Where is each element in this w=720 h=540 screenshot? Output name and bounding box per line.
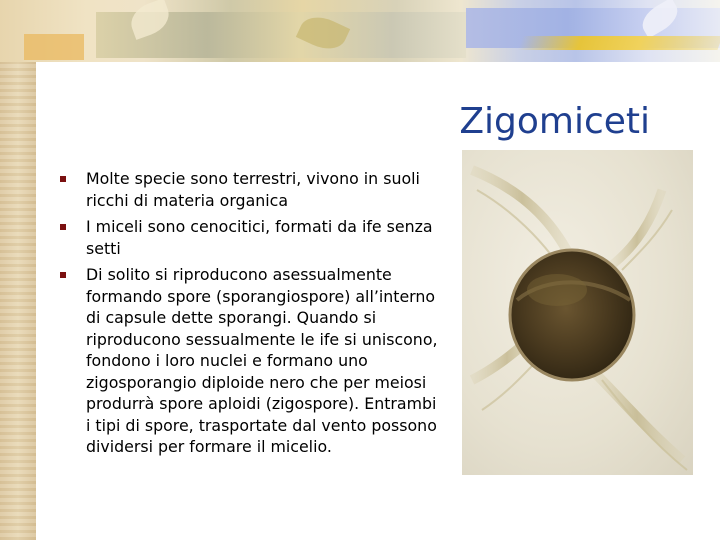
bullet-text: Molte specie sono terrestri, vivono in suoli ricchi di materia organica [86, 169, 420, 210]
slide-title: Zigomiceti [459, 101, 650, 142]
decorative-banner [0, 0, 720, 62]
bullet-text: Di solito si riproducono asessualmente formando spore (sporangiospore) all’interno di capsule dette sporangi. Quando si riproducono sessualmente le ife si uniscono, fondono i loro nuclei e formano uno zigosporangio diploide nero che per meiosi produrrà spore aploidi (zigospore). Entrambi i tipi di spore, trasportate dal vento possono dividersi per formare il micelio. [86, 265, 438, 456]
zygosporangium-micrograph [462, 150, 693, 475]
bullet-square-icon [60, 272, 66, 278]
bullet-item [60, 168, 442, 211]
bullet-square-icon [60, 224, 66, 230]
bullet-list [60, 168, 442, 463]
parchment-border [0, 0, 36, 540]
bullet-item [60, 216, 442, 259]
bullet-text: I miceli sono cenocitici, formati da ife senza setti [86, 217, 433, 258]
bullet-square-icon [60, 176, 66, 182]
bullet-item [60, 264, 442, 458]
